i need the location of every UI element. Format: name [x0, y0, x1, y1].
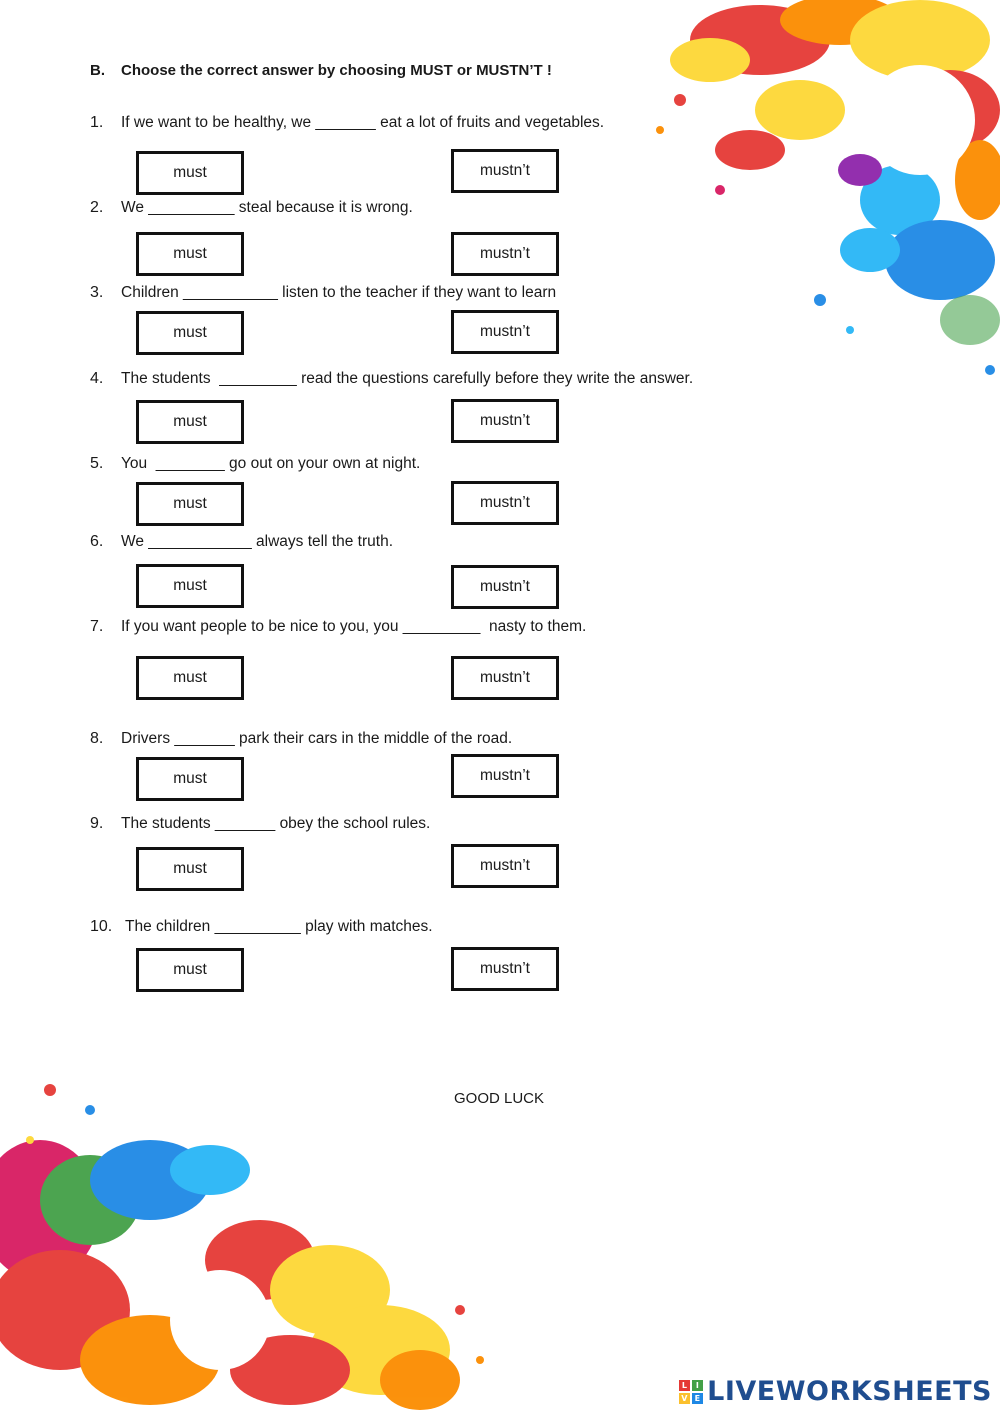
answer-must-button[interactable]: must: [136, 482, 244, 526]
question-text: Children ___________ listen to the teacher if they want to learn: [121, 284, 557, 301]
question-text: You ________ go out on your own at night.: [121, 455, 421, 472]
question-text: We ____________ always tell the truth.: [121, 533, 394, 550]
answer-mustnt-button[interactable]: mustn’t: [451, 947, 559, 991]
question-text: The children __________ play with matches.: [125, 918, 433, 935]
instructions-heading: [90, 62, 552, 79]
answer-must-button[interactable]: must: [136, 757, 244, 801]
answer-must-button[interactable]: must: [136, 847, 244, 891]
answer-must-button[interactable]: must: [136, 400, 244, 444]
answer-mustnt-button[interactable]: mustn’t: [451, 656, 559, 700]
section-letter: B.: [90, 62, 105, 79]
question-number: 3.: [90, 284, 104, 301]
logo-tile: V: [679, 1393, 690, 1404]
logo-grid-icon: [679, 1380, 703, 1404]
question-7: [90, 618, 586, 636]
question-9: [90, 815, 430, 833]
question-text: If you want people to be nice to you, you _________ nasty to them.: [121, 618, 587, 635]
question-number: 2.: [90, 199, 104, 216]
question-number: 7.: [90, 618, 104, 635]
paint-splash-top-right: [620, 0, 1000, 400]
question-1: [90, 114, 604, 132]
question-2: [90, 199, 413, 217]
answer-must-button[interactable]: must: [136, 311, 244, 355]
question-text: Drivers _______ park their cars in the middle of the road.: [121, 730, 513, 747]
question-text: The students _______ obey the school rules.: [121, 815, 431, 832]
paint-splash-bottom-left: [0, 1060, 500, 1413]
logo-tile: L: [679, 1380, 690, 1391]
answer-must-button[interactable]: must: [136, 151, 244, 195]
question-text: The students _________ read the questions carefully before they write the answer.: [121, 370, 694, 387]
answer-mustnt-button[interactable]: mustn’t: [451, 844, 559, 888]
logo-tile: E: [692, 1393, 703, 1404]
question-text: If we want to be healthy, we _______ eat a lot of fruits and vegetables.: [121, 114, 605, 131]
question-number: 1.: [90, 114, 104, 131]
question-number: 10.: [90, 918, 113, 935]
question-number: 8.: [90, 730, 104, 747]
question-8: [90, 730, 512, 748]
question-6: [90, 533, 393, 551]
question-text: We __________ steal because it is wrong.: [121, 199, 413, 216]
question-number: 9.: [90, 815, 104, 832]
question-number: 6.: [90, 533, 104, 550]
good-luck-text: GOOD LUCK: [454, 1090, 545, 1107]
brand-name: LIVEWORKSHEETS: [707, 1376, 992, 1407]
answer-mustnt-button[interactable]: mustn’t: [451, 232, 559, 276]
answer-mustnt-button[interactable]: mustn’t: [451, 149, 559, 193]
question-3: [90, 284, 556, 302]
instructions-text: Choose the correct answer by choosing MUST or MUSTN’T !: [121, 62, 552, 79]
logo-tile: I: [692, 1380, 703, 1391]
liveworksheets-logo: [679, 1376, 992, 1407]
question-number: 4.: [90, 370, 104, 387]
answer-mustnt-button[interactable]: mustn’t: [451, 481, 559, 525]
answer-mustnt-button[interactable]: mustn’t: [451, 310, 559, 354]
question-number: 5.: [90, 455, 104, 472]
answer-mustnt-button[interactable]: mustn’t: [451, 399, 559, 443]
answer-must-button[interactable]: must: [136, 232, 244, 276]
question-10: [90, 918, 433, 936]
answer-mustnt-button[interactable]: mustn’t: [451, 754, 559, 798]
answer-must-button[interactable]: must: [136, 656, 244, 700]
answer-must-button[interactable]: must: [136, 564, 244, 608]
question-5: [90, 455, 420, 473]
answer-mustnt-button[interactable]: mustn’t: [451, 565, 559, 609]
answer-must-button[interactable]: must: [136, 948, 244, 992]
question-4: [90, 370, 693, 388]
